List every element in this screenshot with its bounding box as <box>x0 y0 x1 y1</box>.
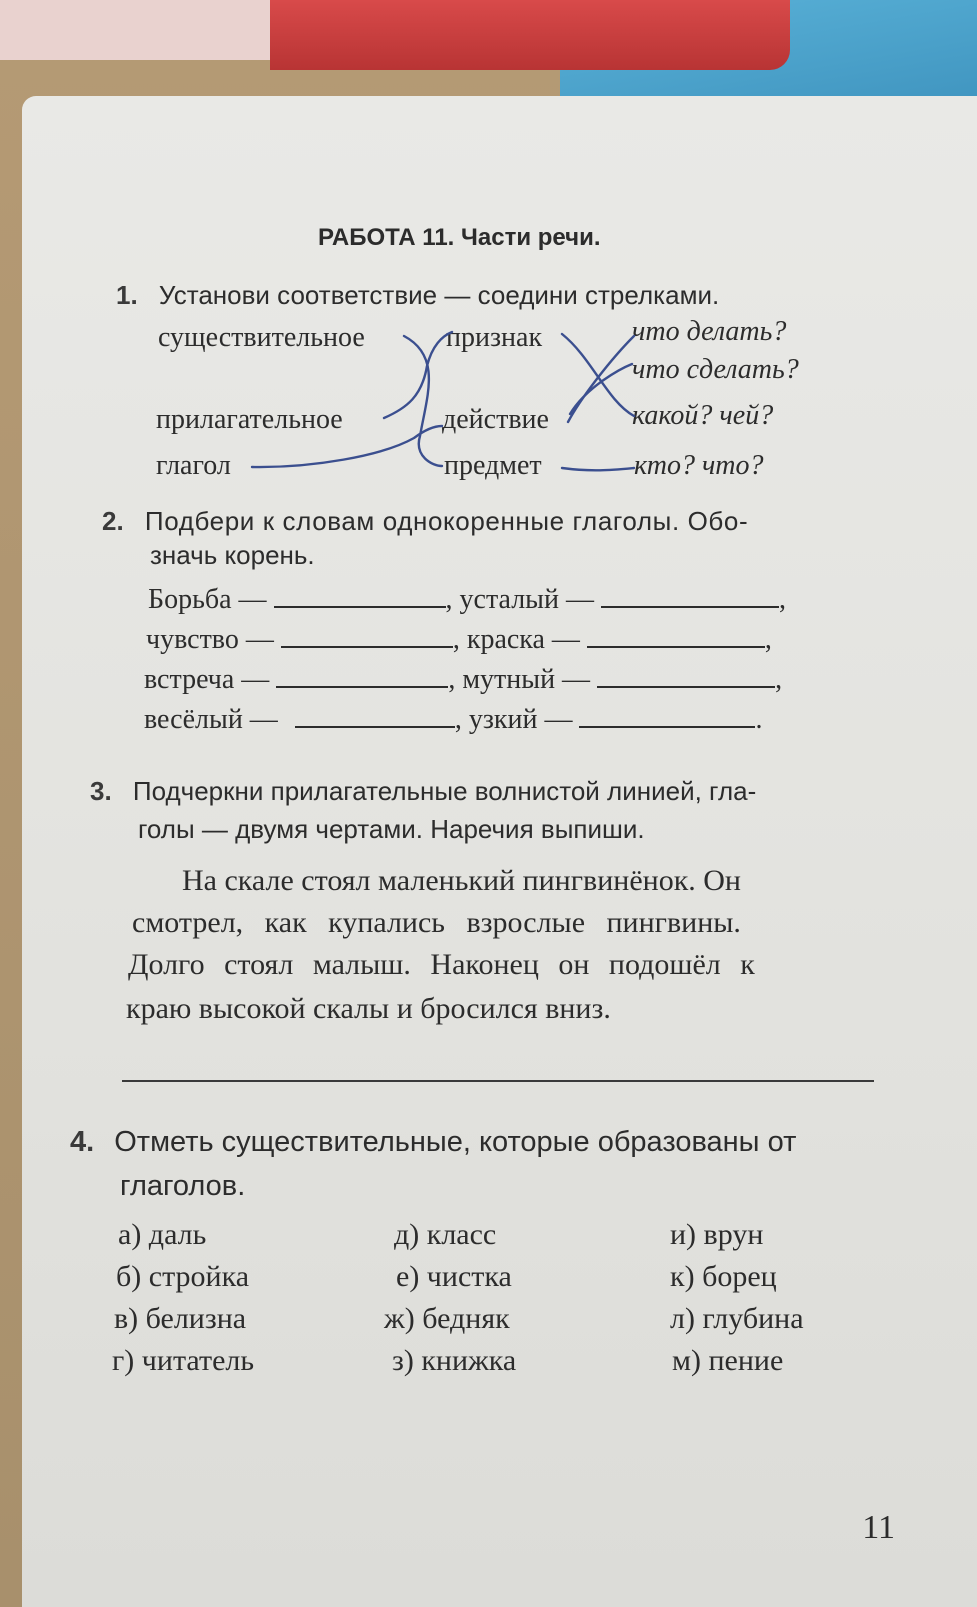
passage-line-1: На скале стоял маленький пингвинёнок. Он <box>182 864 741 897</box>
option-a[interactable]: а) даль <box>118 1218 207 1251</box>
option-l[interactable]: л) глубина <box>670 1302 804 1335</box>
task2-row-3: встреча — , мутный — , <box>144 664 783 695</box>
word-adjective: прилагательное <box>156 404 343 435</box>
task2-row-2: чувство — , краска — , <box>146 624 772 655</box>
option-m[interactable]: м) пение <box>672 1344 784 1377</box>
task1-text: Установи соответствие — соедини стрелками. <box>158 280 720 310</box>
passage-line-2: смотрел, как купались взрослые пингвины. <box>132 906 741 939</box>
task2-number: 2. <box>102 506 124 536</box>
question-which: какой? чей? <box>632 400 774 431</box>
task3-text-1: Подчеркни прилагательные волнистой линией, гла- <box>132 776 757 806</box>
page-number: 11 <box>862 1509 895 1546</box>
word-feature: признак <box>446 322 543 353</box>
option-z[interactable]: з) книжка <box>392 1344 517 1377</box>
option-b[interactable]: б) стройка <box>116 1260 250 1293</box>
word-action: действие <box>442 404 549 435</box>
option-v[interactable]: в) белизна <box>114 1302 247 1335</box>
option-e[interactable]: е) чистка <box>396 1260 512 1293</box>
task2-row-4: весёлый — , узкий — . <box>144 704 763 735</box>
option-g[interactable]: г) читатель <box>112 1344 255 1377</box>
pen-matching-lines <box>22 96 977 1607</box>
option-i[interactable]: и) врун <box>670 1218 764 1251</box>
line-object-who <box>562 468 634 470</box>
option-zh[interactable]: ж) бедняк <box>384 1302 510 1335</box>
task4-number: 4. <box>70 1126 95 1158</box>
question-what-do: что делать? <box>632 316 787 347</box>
word-object: предмет <box>444 450 542 481</box>
task4-text-2: глаголов. <box>120 1170 246 1202</box>
word-noun: существительное <box>158 322 365 353</box>
question-who-what: кто? что? <box>634 450 764 481</box>
page-title: РАБОТА 11. Части речи. <box>318 224 601 251</box>
task3-text-2: голы — двумя чертами. Наречия выпиши. <box>138 814 645 844</box>
task2-text-2: значь корень. <box>150 540 315 570</box>
question-what-done: что сделать? <box>632 354 799 385</box>
task4-text-1: Отметь существительные, которые образованы от <box>114 1126 797 1158</box>
option-d[interactable]: д) класс <box>394 1218 497 1251</box>
task2-row-1: Борьба — , усталый — , <box>148 584 786 615</box>
passage-line-3: Долго стоял малыш. Наконец он подошёл к <box>128 948 755 981</box>
workbook-page <box>22 96 977 1607</box>
line-verb-action <box>252 426 442 467</box>
passage-line-4: краю высокой скалы и бросился вниз. <box>126 992 611 1025</box>
line-adjective-feature <box>384 332 452 418</box>
task3-number: 3. <box>90 776 112 806</box>
task1-number: 1. <box>116 280 138 310</box>
task2-text-1: Подбери к словам однокоренные глаголы. Обо- <box>144 506 749 536</box>
red-folder <box>270 0 790 70</box>
option-k[interactable]: к) борец <box>670 1260 777 1293</box>
word-verb: глагол <box>156 450 231 481</box>
